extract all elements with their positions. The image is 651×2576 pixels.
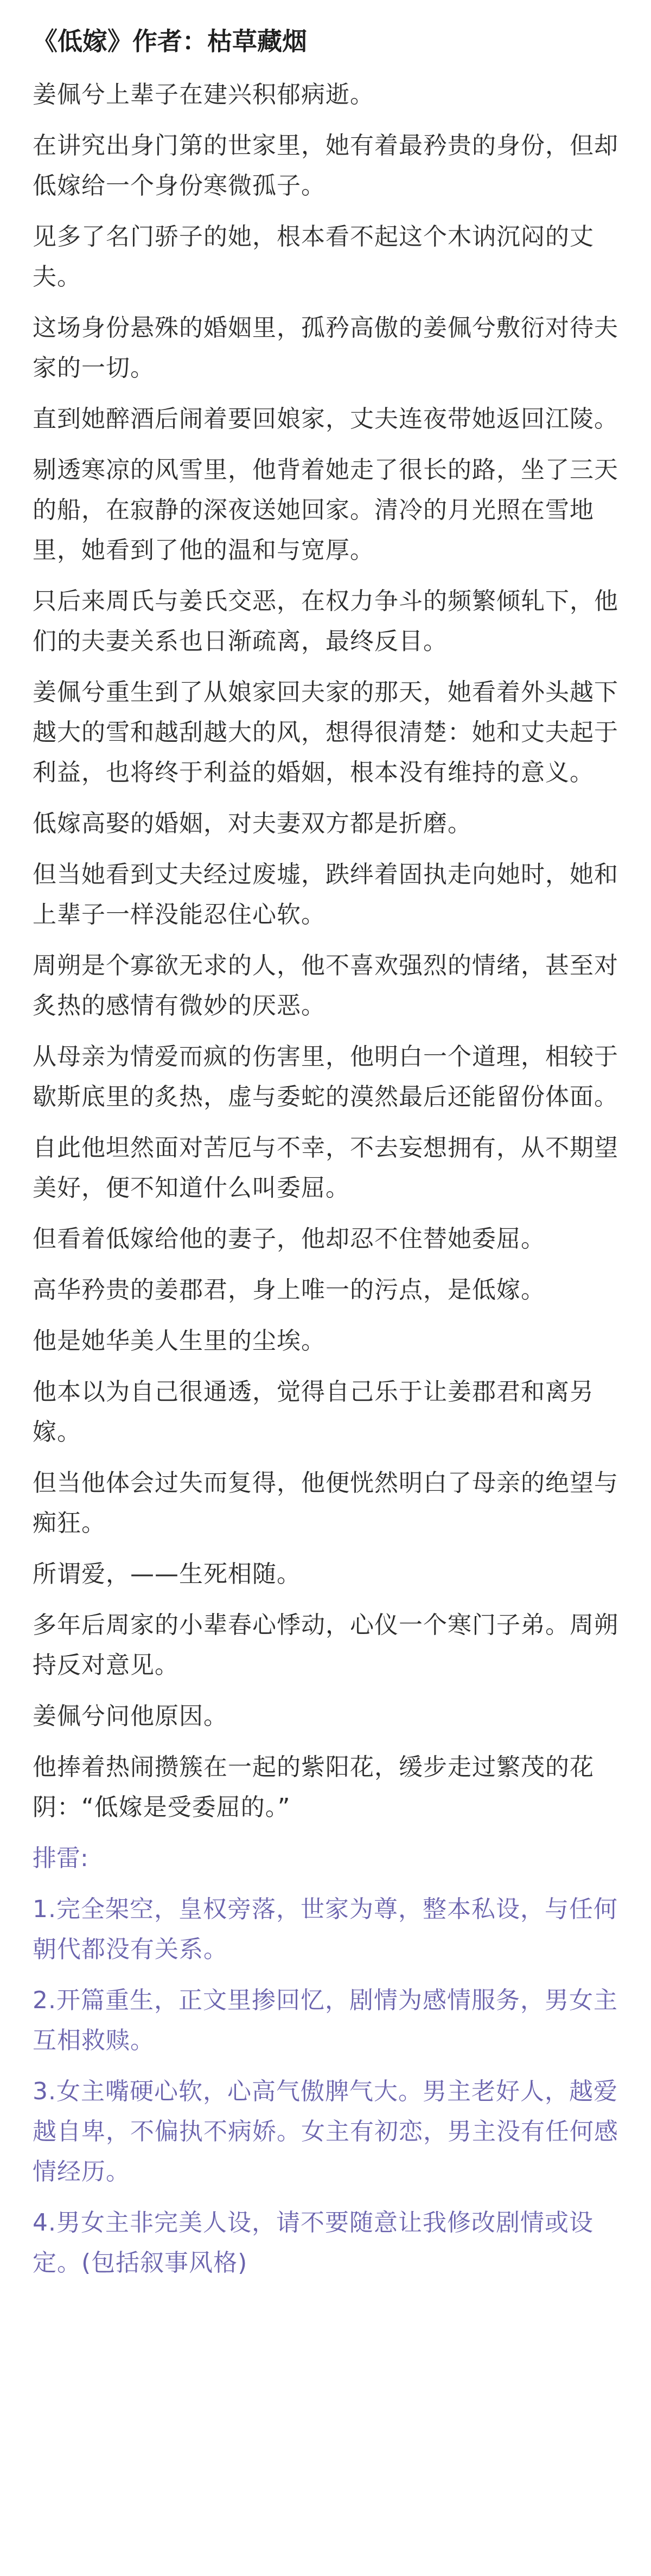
paragraph: 但当他体会过失而复得，他便恍然明白了母亲的绝望与痴狂。 (33, 1469, 618, 1537)
paragraph: 直到她醉酒后闹着要回娘家，丈夫连夜带她返回江陵。 (33, 405, 618, 433)
paragraph: 他是她华美人生里的尘埃。 (33, 1327, 326, 1355)
warning-item: 3.女主嘴硬心软，心高气傲脾气大。男主老好人，越爱越自卑，不偏执不病娇。女主有初恋，男主没有任何感情经历。 (33, 2078, 618, 2186)
paragraph: 见多了名门骄子的她，根本看不起这个木讷沉闷的丈夫。 (33, 223, 594, 291)
paragraph: 剔透寒凉的风雪里，他背着她走了很长的路，坐了三天的船，在寂静的深夜送她回家。清冷的月光照在雪地里，她看到了他的温和与宽厚。 (33, 456, 618, 564)
paragraph: 自此他坦然面对苦厄与不幸，不去妄想拥有，从不期望美好，便不知道什么叫委屈。 (33, 1134, 618, 1202)
paragraph: 姜佩兮重生到了从娘家回夫家的那天，她看着外头越下越大的雪和越刮越大的风，想得很清楚：她和丈夫起于利益，也将终于利益的婚姻，根本没有维持的意义。 (33, 678, 618, 786)
paragraph: 所谓爱，——生死相随。 (33, 1560, 301, 1588)
paragraph: 只后来周氏与姜氏交恶，在权力争斗的频繁倾轧下，他们的夫妻关系也日渐疏离，最终反目。 (33, 587, 618, 655)
warning-item: 1.完全架空，皇权旁落，世家为尊，整本私设，与任何朝代都没有关系。 (33, 1895, 618, 1963)
warning-item: 2.开篇重生，正文里掺回忆，剧情为感情服务，男女主互相救赎。 (33, 1987, 618, 2054)
paragraph: 从母亲为情爱而疯的伤害里，他明白一个道理，相较于歇斯底里的炙热，虚与委蛇的漠然最后还能留份体面。 (33, 1043, 618, 1111)
document (33, 22, 624, 2294)
paragraph: 多年后周家的小辈春心悸动，心仪一个寒门子弟。周朔持反对意见。 (33, 1611, 618, 1679)
paragraph: 他本以为自己很通透，觉得自己乐于让姜郡君和离另嫁。 (33, 1378, 594, 1446)
paragraph: 周朔是个寡欲无求的人，他不喜欢强烈的情绪，甚至对炙热的感情有微妙的厌恶。 (33, 952, 618, 1020)
paragraph: 姜佩兮上辈子在建兴积郁病逝。 (33, 81, 374, 108)
paragraph: 姜佩兮问他原因。 (33, 1702, 228, 1730)
paragraph: 低嫁高娶的婚姻，对夫妻双方都是折磨。 (33, 810, 472, 837)
paragraph: 这场身份悬殊的婚姻里，孤矜高傲的姜佩兮敷衍对待夫家的一切。 (33, 314, 618, 382)
paragraph: 在讲究出身门第的世家里，她有着最矜贵的身份，但却低嫁给一个身份寒微孤子。 (33, 132, 618, 200)
warnings-heading: 排雷: (33, 1844, 88, 1872)
paragraph: 高华矜贵的姜郡君，身上唯一的污点，是低嫁。 (33, 1276, 545, 1304)
paragraph: 但看着低嫁给他的妻子，他却忍不住替她委屈。 (33, 1225, 545, 1253)
paragraph: 他捧着热闹攒簇在一起的紫阳花，缓步走过繁茂的花阴：“低嫁是受委屈的。” (33, 1753, 594, 1821)
paragraph: 但当她看到丈夫经过废墟，跌绊着固执走向她时，她和上辈子一样没能忍住心软。 (33, 861, 618, 928)
book-title: 《低嫁》作者：枯草藏烟 (33, 27, 307, 56)
warning-item: 4.男女主非完美人设，请不要随意让我修改剧情或设定。(包括叙事风格) (33, 2209, 593, 2277)
